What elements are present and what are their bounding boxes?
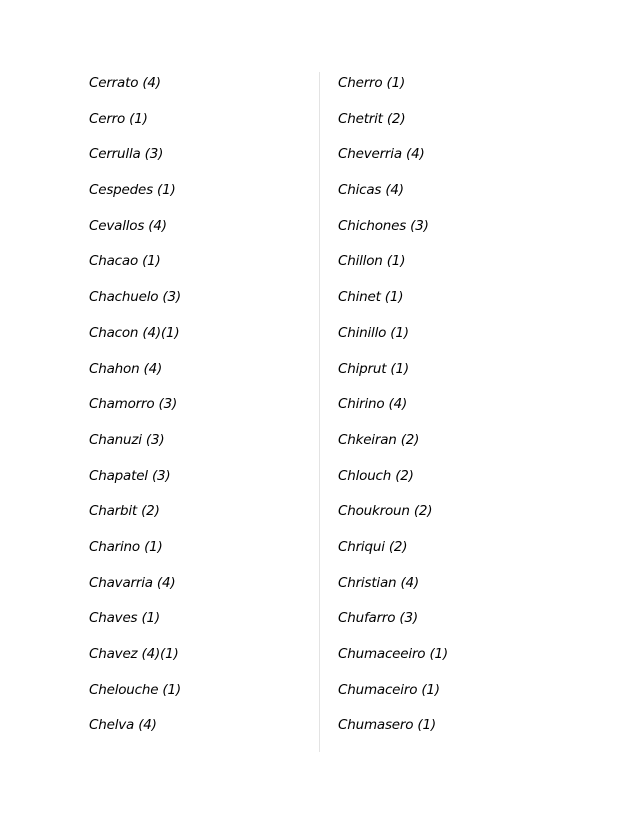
list-item: Chamorro (3) [89, 396, 178, 413]
list-item: Chelouche (1) [89, 681, 181, 698]
list-item: Cespedes (1) [89, 182, 176, 199]
list-item: Chacao (1) [89, 253, 161, 270]
list-item: Chirino (4) [338, 396, 408, 413]
list-item: Christian (4) [338, 574, 420, 591]
list-item: Chinillo (1) [338, 324, 409, 341]
list-item: Cherro (1) [338, 75, 406, 91]
list-item: Chetrit (2) [338, 110, 406, 127]
list-item: Chapatel (3) [89, 467, 171, 484]
column-divider [319, 72, 320, 752]
left-name-column [89, 74, 309, 752]
list-item: Chlouch (2) [338, 467, 414, 484]
list-item: Cerrulla (3) [89, 146, 164, 163]
list-item: Chavez (4)(1) [89, 646, 179, 662]
list-item: Chacon (4)(1) [89, 324, 180, 341]
list-item: Chkeiran (2) [338, 431, 420, 448]
list-item: Chelva (4) [89, 717, 157, 734]
list-item: Chumaceiro (1) [338, 681, 440, 698]
list-item: Cheverria (4) [338, 146, 425, 163]
list-item: Chiprut (1) [338, 360, 409, 377]
list-item: Cerro (1) [89, 110, 148, 127]
list-item: Cevallos (4) [89, 217, 167, 234]
list-item: Chachuelo (3) [89, 289, 181, 306]
list-item: Chichones (3) [338, 217, 429, 234]
list-item: Chriqui (2) [338, 538, 408, 555]
list-item: Chillon (1) [338, 253, 406, 270]
list-item: Chumaceeiro (1) [338, 646, 448, 662]
list-item: Charino (1) [89, 538, 163, 555]
list-item: Chavarria (4) [89, 574, 176, 591]
list-item: Chufarro (3) [338, 610, 418, 627]
list-item: Chumasero (1) [338, 717, 436, 734]
right-name-column [338, 74, 578, 752]
list-item: Chaves (1) [89, 610, 160, 627]
list-item: Chahon (4) [89, 360, 163, 377]
list-item: Chanuzi (3) [89, 431, 165, 448]
list-item: Choukroun (2) [338, 503, 433, 520]
list-item: Cerrato (4) [89, 75, 161, 91]
list-item: Chicas (4) [338, 182, 404, 199]
list-item: Charbit (2) [89, 503, 160, 520]
list-item: Chinet (1) [338, 289, 404, 306]
